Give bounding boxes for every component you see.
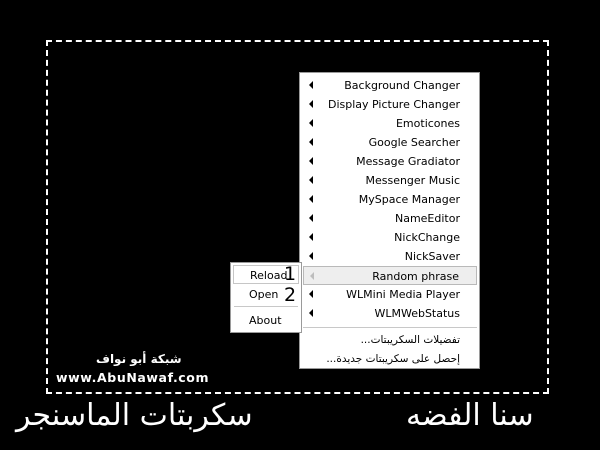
menu-item-label: Random phrase (372, 270, 459, 283)
menu-item-name-editor[interactable] (303, 209, 477, 228)
menu-item-label: MySpace Manager (358, 193, 460, 206)
submenu-arrow-icon (309, 290, 313, 298)
footer-caption-right: سنا الفضه (406, 398, 534, 433)
menu-item-label: Emoticones (395, 117, 460, 130)
menu-item-display-picture-changer[interactable] (303, 95, 477, 114)
menu-separator (234, 306, 298, 307)
annotation-number-1: 1 (284, 263, 297, 285)
menu-item-get-new-scripts[interactable] (303, 350, 477, 369)
menu-item-label: Google Searcher (368, 136, 460, 149)
menu-item-label: Display Picture Changer (327, 98, 460, 111)
menu-item-myspace-manager[interactable] (303, 190, 477, 209)
menu-item-label: تفضيلات السكريبتات... (360, 334, 460, 346)
watermark-url: www.AbuNawaf.com (56, 370, 210, 385)
submenu-arrow-icon (309, 157, 313, 165)
menu-item-google-searcher[interactable] (303, 133, 477, 152)
menu-item-script-preferences[interactable] (303, 331, 477, 350)
submenu-arrow-icon (309, 214, 313, 222)
menu-item-label: WLMini Media Player (346, 288, 460, 301)
menu-item-label: Background Changer (344, 79, 460, 92)
watermark-arabic-name: شبكة أبو نواف (96, 352, 182, 366)
menu-item-label: Open (249, 288, 279, 301)
annotation-number-2: 2 (284, 284, 297, 306)
menu-item-nick-change[interactable] (303, 228, 477, 247)
menu-item-nick-saver[interactable] (303, 247, 477, 266)
menu-item-background-changer[interactable] (303, 76, 477, 95)
menu-item-messenger-music[interactable] (303, 171, 477, 190)
menu-item-message-gradiator[interactable] (303, 152, 477, 171)
menu-item-label: WLMWebStatus (374, 307, 460, 320)
submenu-arrow-icon (309, 252, 313, 260)
menu-item-label: Message Gradiator (356, 155, 460, 168)
menu-item-label: NickChange (394, 231, 460, 244)
menu-item-label: إحصل على سكريبتات جديدة... (326, 353, 460, 365)
scripts-menu (299, 72, 480, 369)
submenu-arrow-icon (310, 272, 314, 280)
menu-item-wlm-web-status[interactable] (303, 304, 477, 323)
menu-item-wlmini-media-player[interactable] (303, 285, 477, 304)
submenu-arrow-icon (309, 176, 313, 184)
submenu-arrow-icon (309, 81, 313, 89)
menu-separator (303, 327, 477, 328)
submenu-arrow-icon (309, 100, 313, 108)
submenu-arrow-icon (309, 195, 313, 203)
menu-item-label: About (249, 314, 282, 327)
about-menu-item[interactable] (233, 311, 299, 330)
footer-caption-left: سكربتات الماسنجر (16, 398, 253, 433)
submenu-arrow-icon (309, 119, 313, 127)
menu-item-label: NameEditor (394, 212, 460, 225)
menu-item-emoticones[interactable] (303, 114, 477, 133)
menu-item-label: Reload (250, 269, 288, 282)
submenu-arrow-icon (309, 309, 313, 317)
submenu-arrow-icon (309, 233, 313, 241)
menu-item-random-phrase[interactable] (303, 266, 477, 285)
menu-item-label: NickSaver (404, 250, 460, 263)
menu-item-label: Messenger Music (365, 174, 460, 187)
submenu-arrow-icon (309, 138, 313, 146)
